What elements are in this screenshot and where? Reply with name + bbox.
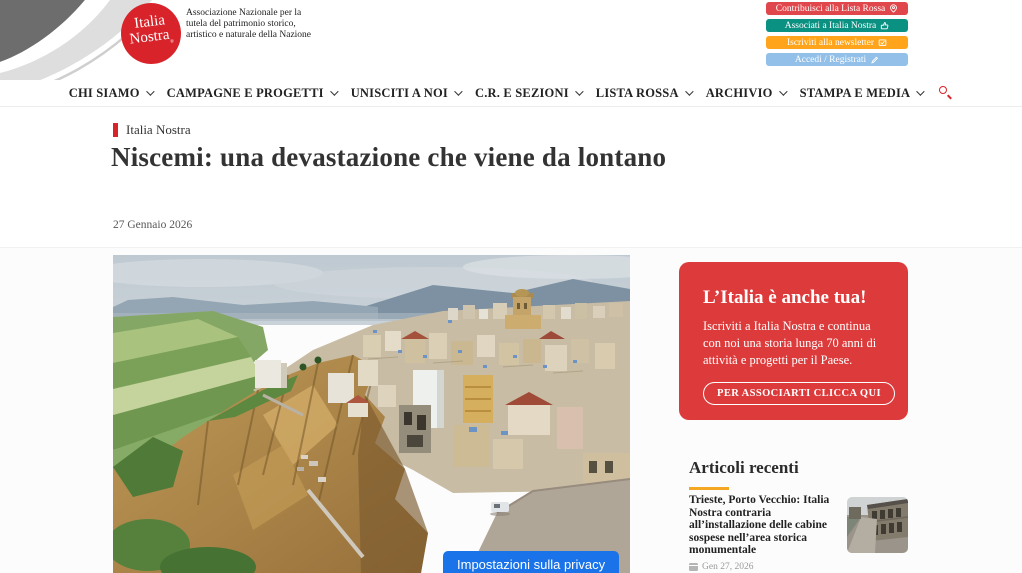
nav-item-cr-e-sezioni[interactable] bbox=[475, 86, 581, 101]
nav-label: ARCHIVIO bbox=[705, 85, 773, 100]
nav-label: CHI SIAMO bbox=[68, 85, 140, 100]
nav-label: LISTA ROSSA bbox=[595, 85, 679, 100]
associati-label: Associati a Italia Nostra bbox=[784, 20, 877, 31]
article-featured-image bbox=[113, 255, 630, 573]
search-icon[interactable] bbox=[939, 86, 953, 100]
privacy-settings-button[interactable]: Impostazioni sulla privacy bbox=[443, 551, 619, 573]
newsletter-check-icon bbox=[878, 38, 887, 47]
chevron-down-icon bbox=[330, 87, 338, 95]
logo-line2-wrap bbox=[129, 27, 175, 54]
search-lens bbox=[939, 86, 947, 94]
chevron-down-icon bbox=[779, 87, 787, 95]
nav-label: C.R. E SEZIONI bbox=[474, 85, 569, 100]
associati-button[interactable] bbox=[766, 19, 908, 32]
nav-label: UNISCITI A NOI bbox=[350, 85, 448, 100]
chevron-down-icon bbox=[575, 87, 583, 95]
login-register-label: Accedi / Registrati bbox=[794, 54, 867, 65]
chevron-down-icon bbox=[685, 87, 693, 95]
nav-item-chi-siamo[interactable] bbox=[69, 86, 152, 101]
chevron-down-icon bbox=[916, 87, 924, 95]
landslide-photo-illustration bbox=[113, 255, 630, 573]
promo-cta-button[interactable]: PER ASSOCIARTI CLICCA QUI bbox=[703, 382, 895, 405]
porto-vecchio-thumbnail-illustration bbox=[847, 497, 908, 553]
white-car bbox=[490, 502, 510, 516]
breadcrumb bbox=[113, 122, 191, 138]
pencil-icon bbox=[870, 55, 879, 64]
promo-title: L’Italia è anche tua! bbox=[703, 287, 867, 308]
nav-item-lista-rossa[interactable] bbox=[596, 86, 691, 101]
nav-label: CAMPAGNE E PROGETTI bbox=[166, 85, 324, 100]
header-action-buttons bbox=[766, 2, 908, 66]
main-navigation bbox=[0, 80, 1022, 107]
newsletter-label: Iscriviti alla newsletter bbox=[786, 37, 875, 48]
logo-line1: Italia bbox=[133, 12, 166, 32]
logo-line2: Nostra bbox=[128, 26, 171, 48]
promo-body: Iscriviti a Italia Nostra e continua con noi una storia lunga 70 anni di attività e progetti per il Paese. bbox=[703, 319, 877, 367]
recent-articles-heading: Articoli recenti bbox=[689, 458, 799, 477]
newsletter-button[interactable] bbox=[766, 36, 908, 49]
association-tagline: Associazione Nazionale per la tutela del patrimonio storico, artistico e naturale della Nazione bbox=[186, 8, 312, 40]
chevron-down-icon bbox=[454, 87, 462, 95]
breadcrumb-category[interactable]: Italia Nostra bbox=[126, 122, 191, 137]
nav-item-unisciti-a-noi[interactable] bbox=[351, 86, 460, 101]
nav-item-campagne-e-progetti[interactable] bbox=[167, 86, 336, 101]
registered-mark: ® bbox=[169, 39, 175, 45]
map-pin-icon bbox=[889, 4, 898, 13]
nav-label: STAMPA E MEDIA bbox=[799, 85, 911, 100]
breadcrumb-accent-bar bbox=[113, 123, 118, 137]
site-header bbox=[0, 0, 1022, 80]
nav-item-archivio[interactable] bbox=[706, 86, 785, 101]
article-date: 27 Gennaio 2026 bbox=[113, 219, 193, 231]
search-handle bbox=[947, 94, 952, 99]
lista-rossa-label: Contribuisci alla Lista Rossa bbox=[775, 3, 886, 14]
recent-article-thumbnail[interactable] bbox=[847, 497, 908, 553]
recent-article-title[interactable]: Trieste, Porto Vecchio: Italia Nostra contraria all’installazione delle cabine sospese nell’area storica monumentale bbox=[689, 494, 830, 556]
recent-article-date: Gen 27, 2026 bbox=[702, 561, 754, 572]
login-register-button[interactable] bbox=[766, 53, 908, 66]
membership-promo-card bbox=[679, 262, 908, 420]
page-title: Niscemi: una devastazione che viene da lontano bbox=[111, 142, 667, 172]
nav-item-stampa-e-media[interactable] bbox=[800, 86, 923, 101]
lista-rossa-button[interactable] bbox=[766, 2, 908, 15]
calendar-icon bbox=[689, 563, 698, 571]
thumbs-up-icon bbox=[880, 21, 889, 30]
accent-bar bbox=[689, 487, 729, 490]
chevron-down-icon bbox=[146, 87, 154, 95]
recent-article-item[interactable] bbox=[689, 487, 908, 573]
